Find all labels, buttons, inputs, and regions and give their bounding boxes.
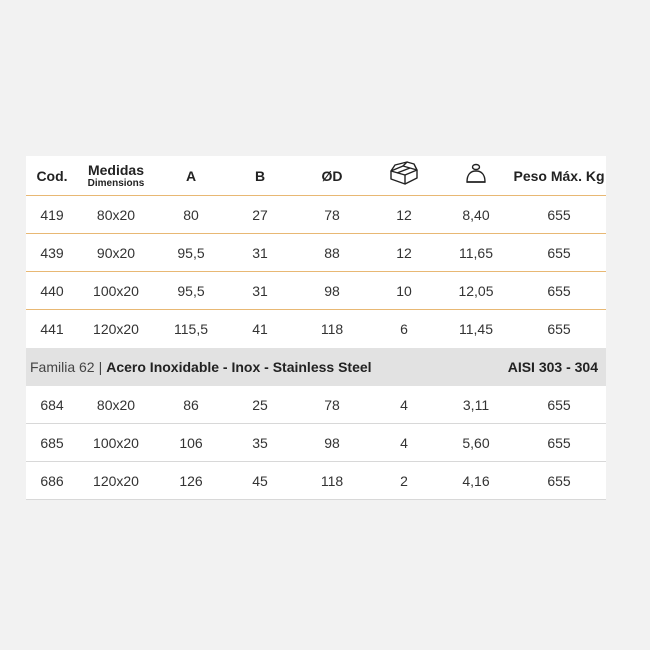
header-medidas-label: Medidas	[87, 161, 144, 178]
cell-weight: 11,45	[459, 321, 493, 337]
family-aisi: AISI 303 - 304	[507, 359, 598, 375]
cell-weight: 5,60	[462, 434, 490, 451]
cell-a: 126	[179, 472, 203, 489]
cell-peso: 655	[547, 206, 571, 223]
product-table	[26, 156, 606, 500]
table-row	[26, 310, 606, 348]
cell-b: 41	[252, 321, 268, 337]
cell-a: 80	[183, 206, 199, 223]
table-row	[26, 424, 606, 462]
cell-od: 78	[324, 396, 340, 413]
header-peso: Peso Máx. Kg	[513, 167, 605, 184]
header-weight	[440, 162, 512, 189]
cell-od: 118	[320, 472, 344, 489]
cell-od: 98	[324, 434, 340, 451]
cell-peso: 655	[547, 244, 571, 261]
cell-box: 12	[396, 244, 412, 261]
cell-peso: 655	[547, 472, 571, 489]
cell-box: 12	[396, 206, 412, 223]
cell-a: 106	[179, 434, 203, 451]
weight-icon	[464, 162, 488, 189]
cell-b: 31	[252, 244, 268, 261]
table-header	[26, 156, 606, 196]
cell-peso: 655	[547, 396, 571, 413]
family-label: Familia 62	[30, 359, 95, 375]
cell-medidas: 100x20	[93, 282, 139, 299]
cell-peso: 655	[547, 282, 571, 299]
cell-cod: 440	[40, 282, 64, 299]
cell-b: 35	[252, 434, 268, 451]
header-a: A	[185, 167, 197, 184]
header-cod: Cod.	[36, 167, 68, 184]
cell-box: 10	[396, 282, 412, 299]
cell-b: 31	[252, 282, 268, 299]
table-row	[26, 462, 606, 500]
cell-od: 98	[324, 282, 340, 299]
cell-cod: 441	[40, 321, 64, 337]
table-row	[26, 386, 606, 424]
cell-a: 115,5	[174, 321, 208, 337]
cell-medidas: 120x20	[93, 321, 139, 337]
cell-cod: 439	[40, 244, 64, 261]
cell-cod: 685	[40, 434, 64, 451]
cell-box: 6	[400, 321, 408, 337]
header-dimensions-label: Dimensions	[87, 177, 145, 189]
table-row	[26, 234, 606, 272]
cell-peso: 655	[547, 321, 571, 337]
cell-medidas: 100x20	[93, 434, 139, 451]
table-row	[26, 196, 606, 234]
table-row	[26, 272, 606, 310]
cell-medidas: 80x20	[96, 396, 136, 413]
header-od: ØD	[321, 167, 343, 184]
cell-box: 2	[400, 472, 408, 489]
cell-b: 25	[252, 396, 268, 413]
header-box	[368, 161, 440, 190]
cell-medidas: 90x20	[96, 244, 136, 261]
cell-box: 4	[400, 396, 408, 413]
box-icon	[388, 161, 420, 190]
family-material: Acero Inoxidable - Inox - Stainless Steel	[106, 359, 372, 375]
cell-box: 4	[400, 434, 408, 451]
cell-weight: 4,16	[462, 472, 490, 489]
cell-a: 86	[183, 396, 199, 413]
cell-weight: 3,11	[462, 396, 490, 413]
cell-cod: 686	[40, 472, 64, 489]
cell-weight: 8,40	[462, 206, 490, 223]
cell-a: 95,5	[177, 282, 205, 299]
cell-b: 27	[252, 206, 268, 223]
cell-od: 78	[324, 206, 340, 223]
cell-a: 95,5	[177, 244, 205, 261]
cell-cod: 684	[40, 396, 64, 413]
cell-weight: 11,65	[459, 244, 493, 261]
header-b: B	[254, 167, 266, 184]
family-row	[26, 348, 606, 386]
cell-cod: 419	[40, 206, 64, 223]
cell-medidas: 120x20	[93, 472, 139, 489]
cell-medidas: 80x20	[96, 206, 136, 223]
cell-b: 45	[252, 472, 268, 489]
family-separator: |	[98, 359, 103, 375]
cell-weight: 12,05	[458, 282, 494, 299]
cell-od: 88	[324, 244, 340, 261]
cell-peso: 655	[547, 434, 571, 451]
header-medidas	[78, 163, 154, 189]
cell-od: 118	[320, 321, 344, 337]
